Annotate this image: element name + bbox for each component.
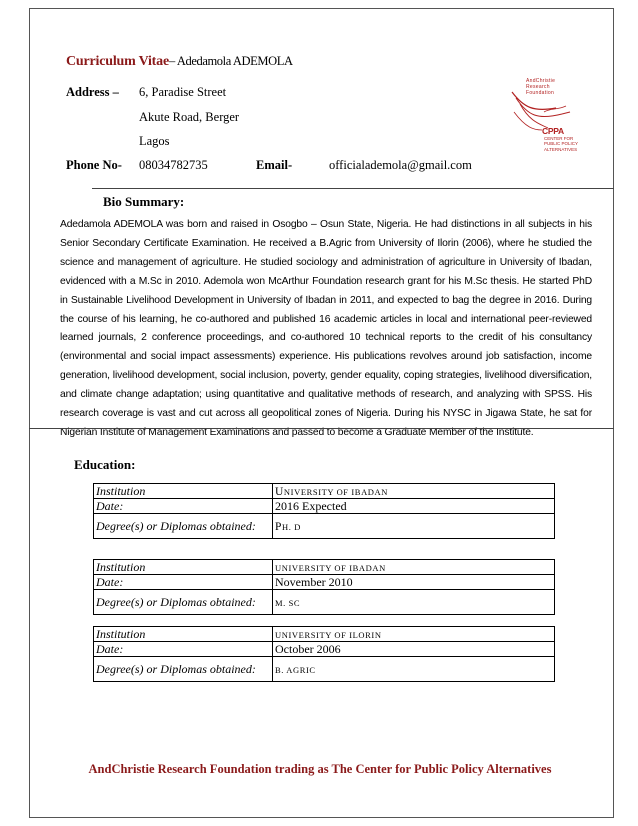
date-value: November 2010 <box>273 575 555 590</box>
degree-value: B. AGRIC <box>273 657 555 682</box>
education-table-3 <box>93 626 555 682</box>
cv-title-label: Curriculum Vitae <box>66 54 169 69</box>
cppa-logo <box>504 68 580 170</box>
table-row <box>94 499 555 514</box>
date-label: Date: <box>94 499 273 514</box>
email-label: Email- <box>256 158 293 172</box>
table-row <box>94 590 555 615</box>
divider-bottom <box>29 428 614 429</box>
bio-heading: Bio Summary: <box>103 194 185 209</box>
institution-label: Institution <box>94 560 273 575</box>
education-table-2 <box>93 559 555 615</box>
address-line-2: Akute Road, Berger <box>139 110 240 124</box>
table-row <box>94 657 555 682</box>
date-value: 2016 Expected <box>273 499 555 514</box>
phone-value: 08034782735 <box>139 158 208 172</box>
table-row <box>94 627 555 642</box>
institution-label: Institution <box>94 627 273 642</box>
logo-swoosh-icon <box>504 68 580 170</box>
degree-label: Degree(s) or Diplomas obtained: <box>94 590 273 615</box>
education-heading: Education: <box>74 457 136 472</box>
footer-text: AndChristie Research Foundation trading as The Center for Public Policy Alternatives <box>88 762 552 776</box>
address-line-1: 6, Paradise Street <box>139 85 227 99</box>
table-row <box>94 575 555 590</box>
institution-value: UNIVERSITY OF ILORIN <box>273 627 555 642</box>
cv-title <box>66 54 293 70</box>
date-label: Date: <box>94 642 273 657</box>
cv-owner-name: – Adedamola ADEMOLA <box>168 54 293 68</box>
institution-value: UNIVERSITY OF IBADAN <box>273 560 555 575</box>
address-label: Address – <box>66 85 119 99</box>
institution-label: Institution <box>94 484 273 499</box>
degree-value: PH. D <box>273 514 555 539</box>
logo-subtitle: CENTER FOR PUBLIC POLICY ALTERNATIVES <box>544 136 579 152</box>
address-line-3: Lagos <box>139 134 170 148</box>
table-row <box>94 484 555 499</box>
bio-summary-text: Adedamola ADEMOLA was born and raised in Osogbo – Osun State, Nigeria. He had distinctions in all subjects in his Senior Secondary Certificate Examination. He received a B.Agric from University of Ilorin (2006), where he studied the science and management of agriculture. He studied sociology and administration of agriculture in University of Ibadan, evidenced with a M.Sc in 2010. Ademola won McArthur Foundation research grant for his M.Sc thesis. He started PhD in Sustainable Livelihood Development in University of Ibadan in 2011, and expected to bag the degree in 2016. During the course of his learning, he co-authored and published 16 academic articles in local and international peer-reviewed learned journals, 2 conference proceedings, and co-authored 10 technical reports to the credit of his consultancy (environmental and social impact assessments) experience. His publications revolves around job satisfaction, income generation, livelihood development, social inclusion, poverty, gender equality, coping strategies, livelihood diversification, and climate change adaptation; using quantitative and qualitative methods of research, and analyzing with SPSS. His research coverage is vast and cut across all geopolitical zones of Nigeria. During his NYSC in Jigawa State, he sat for Nigerian Institute of Management Examinations and passed to become a Graduate Member of the Institute. <box>60 219 592 438</box>
date-value: October 2006 <box>273 642 555 657</box>
logo-org-name: AndChristie Research Foundation <box>526 78 556 96</box>
table-row <box>94 560 555 575</box>
education-table-1 <box>93 483 555 539</box>
degree-label: Degree(s) or Diplomas obtained: <box>94 657 273 682</box>
phone-label: Phone No- <box>66 158 122 172</box>
divider-top <box>92 188 614 189</box>
email-value: officialademola@gmail.com <box>329 158 472 172</box>
institution-value: UNIVERSITY OF IBADAN <box>273 484 555 499</box>
degree-label: Degree(s) or Diplomas obtained: <box>94 514 273 539</box>
date-label: Date: <box>94 575 273 590</box>
degree-value: M. SC <box>273 590 555 615</box>
table-row <box>94 514 555 539</box>
logo-acronym: CPPA <box>542 126 564 136</box>
table-row <box>94 642 555 657</box>
